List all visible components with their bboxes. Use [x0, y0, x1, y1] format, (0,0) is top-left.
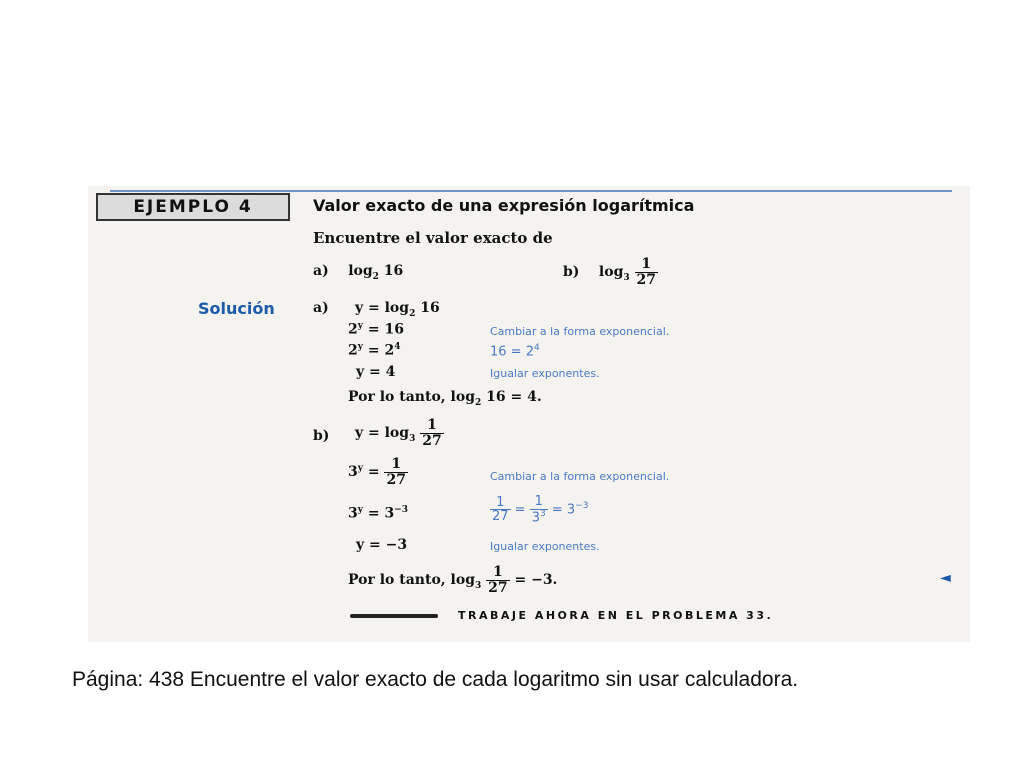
solution-a-line2: 2$^y$ = 16 — [348, 321, 404, 338]
end-of-example-marker: ◄ — [940, 570, 951, 586]
example-prompt: Encuentre el valor exacto de — [313, 229, 553, 247]
note-b-equate: Igualar exponentes. — [490, 540, 600, 553]
solution-b-line2: $3^y$ = $\frac{1}{27}$ — [348, 456, 406, 488]
note-a-equate: Igualar exponentes. — [490, 367, 600, 380]
header-rule — [110, 190, 952, 192]
solution-b-conclusion: Por lo tanto, $\log_3$ $\frac{1}{27}$ = −3. — [348, 564, 558, 596]
note-b-fractions: $\frac{1}{27}$ = $\frac{1}{3^3}$ = $3^{-3}$ — [492, 494, 589, 525]
note-b-exponential: Cambiar a la forma exponencial. — [490, 470, 670, 483]
work-now-prompt: TRABAJE AHORA EN EL PROBLEMA 33. — [458, 609, 774, 622]
pencil-icon — [350, 614, 438, 618]
solution-label: Solución — [198, 299, 275, 318]
example-title: Valor exacto de una expresión logarítmica — [313, 196, 695, 215]
solution-b-label: b) — [313, 428, 330, 444]
slide-caption: Página: 438 Encuentre el valor exacto de cada logaritmo sin usar calculadora. — [72, 668, 799, 691]
problem-a: a) $\log_2 16$ — [313, 263, 404, 282]
solution-a-line1: $y = \log_2 16$ — [355, 300, 440, 319]
note-a-power: $16 = 2^4$ — [490, 343, 540, 360]
solution-a-line4: y = 4 — [356, 364, 396, 380]
example-badge: EJEMPLO 4 — [96, 193, 290, 221]
solution-b-line3: $3^y = 3^{-3}$ — [348, 505, 409, 522]
solution-a-label: a) — [313, 300, 329, 316]
solution-b-line1: $y = \log_3$ $\frac{1}{27}$ — [355, 417, 442, 449]
note-a-exponential: Cambiar a la forma exponencial. — [490, 325, 670, 338]
problem-b: b) $\log_3$ $\frac{1}{27}$ — [563, 256, 656, 288]
solution-a-conclusion: Por lo tanto, $\log_2 16 = 4$. — [348, 389, 542, 408]
solution-b-line4: y = −3 — [356, 537, 408, 553]
solution-a-line3: $2^y = 2^4$ — [348, 342, 401, 359]
